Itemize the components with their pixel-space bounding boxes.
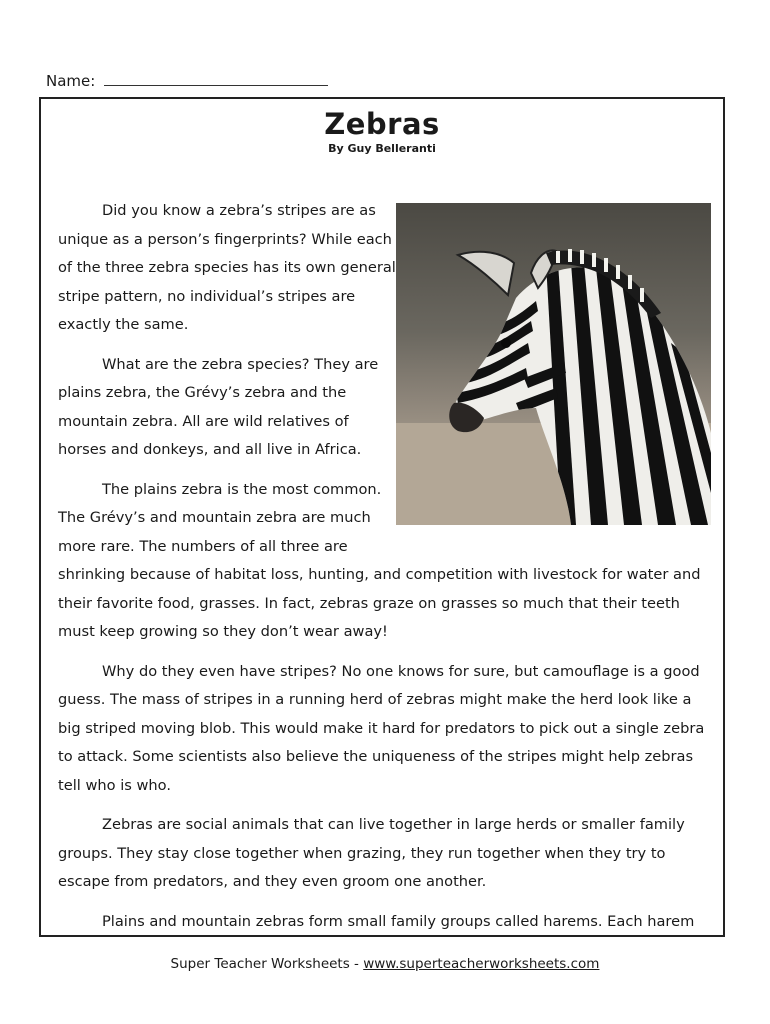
article-byline: By Guy Belleranti bbox=[328, 142, 436, 155]
paragraph-5: Zebras are social animals that can live together in large herds or smaller family groups. They stay close together when grazing, they run together when they try to escape from predators, and they even groom one another. bbox=[58, 816, 685, 890]
footer-link[interactable]: www.superteacherworksheets.com bbox=[363, 956, 600, 972]
worksheet-frame bbox=[39, 97, 725, 937]
footer-prefix: Super Teacher Worksheets - bbox=[170, 956, 359, 972]
paragraph-3: The plains zebra is the most common. The Grévy’s and mountain zebra are much more rare. The numbers of all three are shrinking because of habitat loss, hunting, and competition with livestock for water and their favorite food, grasses. In fact, zebras graze on grasses so much that their teeth must keep growing so they don’t wear away! bbox=[58, 480, 701, 640]
paragraph-2: What are the zebra species? They are plains zebra, the Grévy’s zebra and the mountain zebra. All are wild relatives of horses and donkeys, and all live in Africa. bbox=[58, 355, 379, 458]
image-spacer bbox=[398, 197, 718, 535]
paragraph-1: Did you know a zebra’s stripes are as unique as a person’s fingerprints? While each of the three zebra species has its own general stripe pattern, no individual’s stripes are exactly the same. bbox=[58, 202, 396, 333]
name-blank-line[interactable] bbox=[104, 70, 328, 86]
paragraph-6: Plains and mountain zebras form small family groups called harems. Each harem bbox=[102, 912, 695, 930]
footer bbox=[0, 956, 770, 972]
paragraph-4: Why do they even have stripes? No one knows for sure, but camouflage is a good guess. The mass of stripes in a running herd of zebras might make the herd look like a big striped moving blob. This would make it hard for predators to pick out a single zebra to attack. Some scientists also believe the uniqueness of the stripes might help zebras tell who is who. bbox=[58, 662, 705, 794]
name-label: Name: bbox=[46, 72, 96, 90]
article-title: Zebras bbox=[324, 107, 440, 141]
article-body bbox=[58, 197, 718, 937]
name-field bbox=[46, 70, 328, 91]
